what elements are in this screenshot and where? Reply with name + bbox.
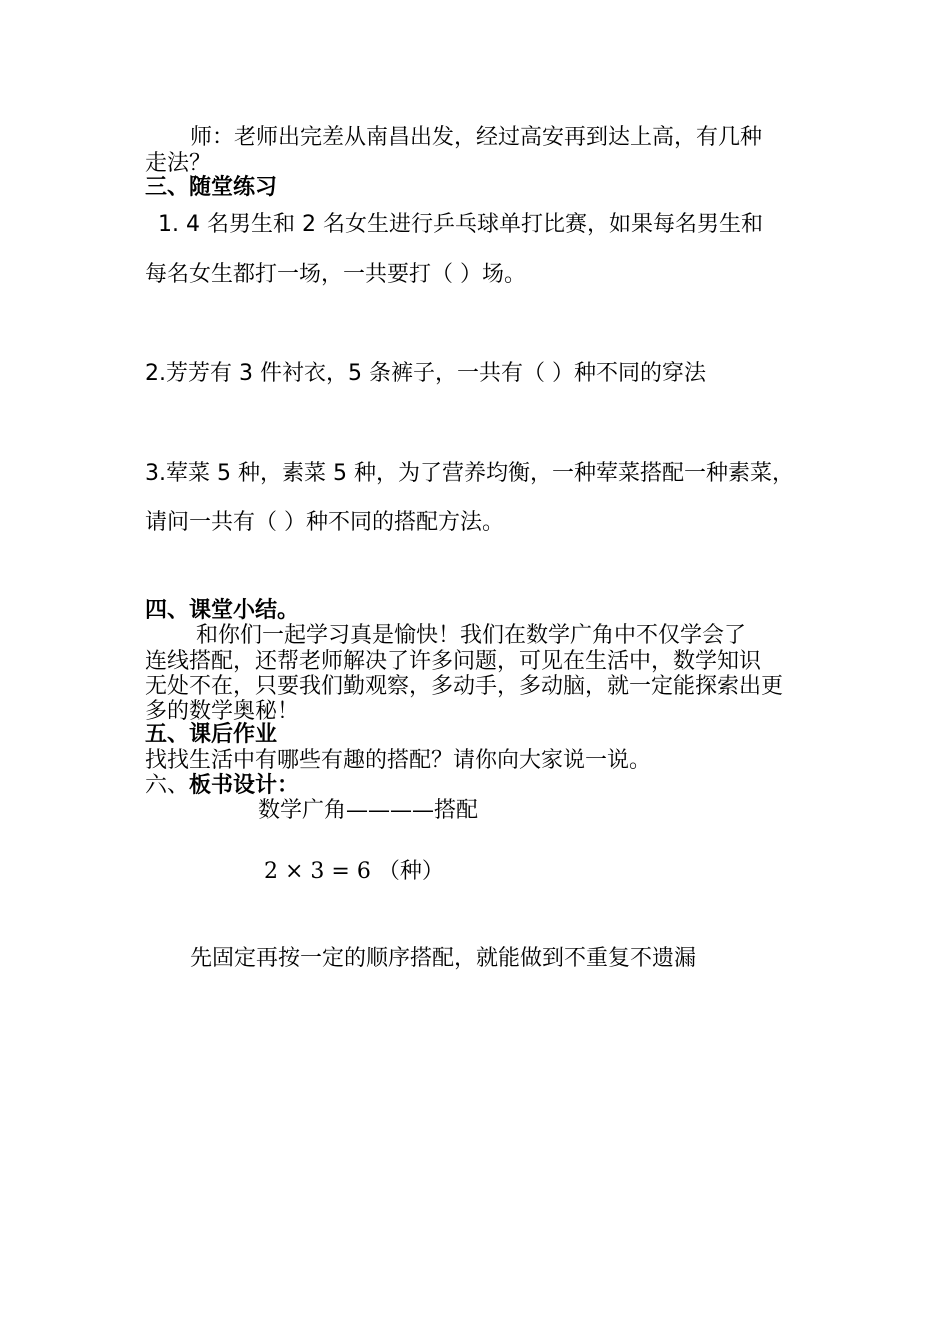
exercise-3-line2: 请问一共有（ ）种不同的搭配方法。 <box>145 510 504 535</box>
section6-heading-prefix: 六、 <box>145 773 190 798</box>
section3-heading: 三、随堂练习 <box>145 175 278 200</box>
summary-line-4: 多的数学奥秘！ <box>145 699 300 724</box>
exercise-3-line1: 3.荤菜 5 种，素菜 5 种，为了营养均衡，一种荤菜搭配一种素菜， <box>145 461 794 486</box>
board-title: 数学广角————搭配 <box>258 798 479 823</box>
board-conclusion: 先固定再按一定的顺序搭配，就能做到不重复不遗漏 <box>190 946 697 971</box>
teacher-question-line2: 走法？ <box>145 151 212 176</box>
board-equation: 2 × 3 = 6 （种） <box>264 859 444 884</box>
teacher-question-line1: 师：老师出完差从南昌出发，经过高安再到达上高，有几种 <box>190 125 763 150</box>
section4-heading: 四、课堂小结。 <box>145 598 300 623</box>
summary-line-2: 连线搭配，还帮老师解决了许多问题，可见在生活中，数学知识 <box>145 649 762 674</box>
exercise-1-line1: 1. 4 名男生和 2 名女生进行乒乓球单打比赛，如果每名男生和 <box>158 212 763 237</box>
summary-line-3: 无处不在，只要我们勤观察，多动手，多动脑，就一定能探索出更 <box>145 674 784 699</box>
exercise-2: 2.芳芳有 3 件衬衣，5 条裤子，一共有（ ）种不同的穿法 <box>145 361 706 386</box>
section6-heading <box>145 773 299 799</box>
summary-line-1: 和你们一起学习真是愉快！我们在数学广角中不仅学会了 <box>196 623 747 648</box>
exercise-1-line2: 每名女生都打一场，一共要打（ ）场。 <box>145 262 526 287</box>
section5-heading: 五、课后作业 <box>145 722 278 747</box>
homework-text: 找找生活中有哪些有趣的搭配？请你向大家说一说。 <box>145 748 652 773</box>
section6-heading-bold: 板书设计： <box>189 773 300 798</box>
